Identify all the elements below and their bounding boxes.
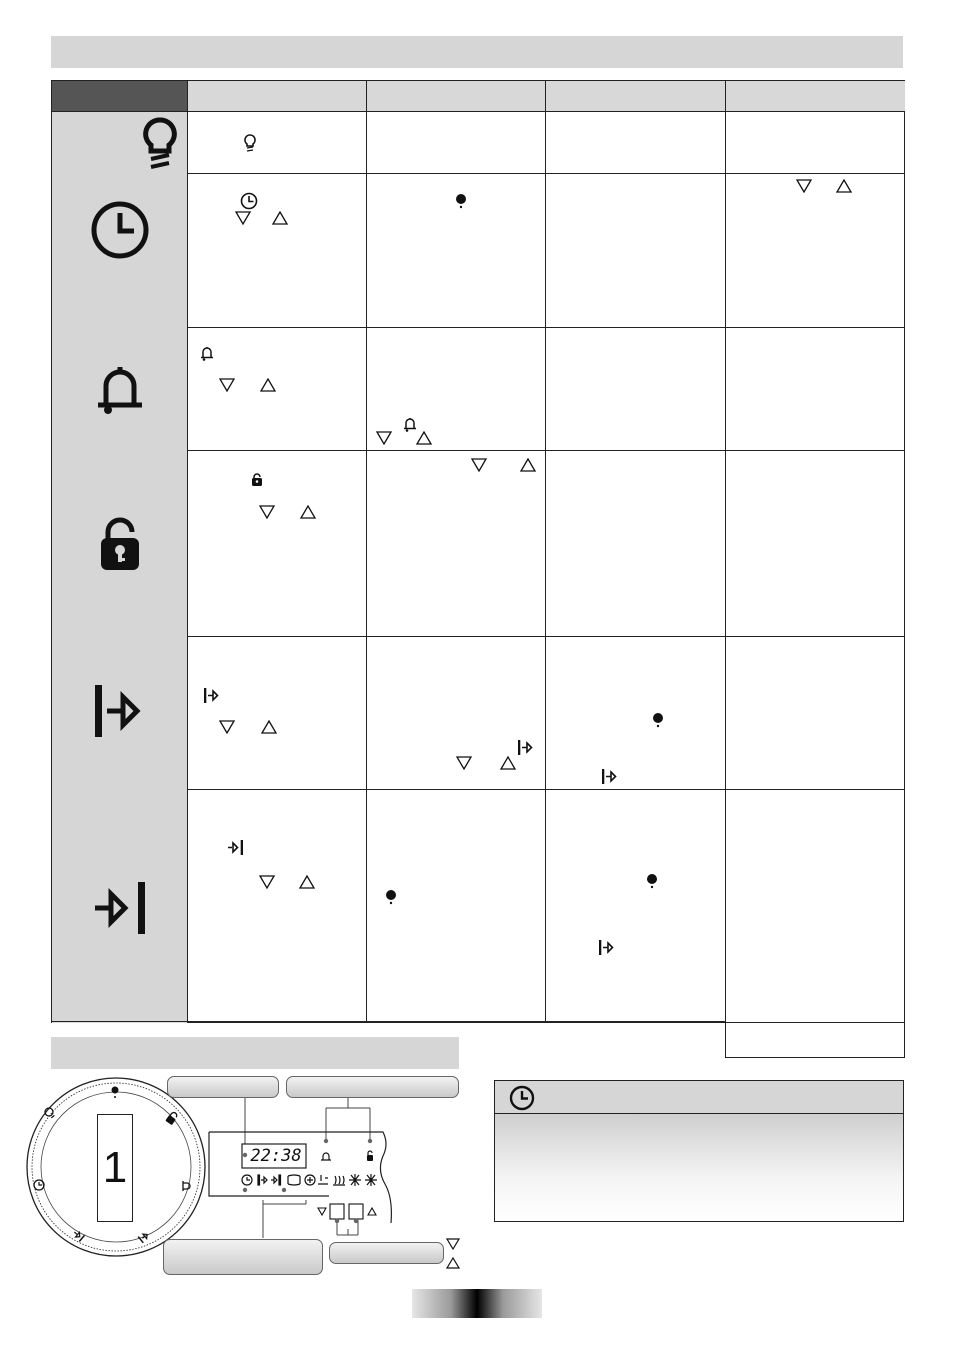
- duration-icon-small: [203, 687, 220, 704]
- control-panel-section-bar: [51, 1037, 459, 1069]
- end-time-icon-small: [227, 839, 244, 856]
- row-lamp-col-1: [188, 112, 367, 174]
- triangle-down-icon: [219, 720, 235, 734]
- table-bottom-line: [51, 1021, 726, 1022]
- row-end-time-icon-cell: [52, 789, 188, 1023]
- row-lock-col-3: [546, 450, 726, 637]
- time-display: 22:38: [250, 1146, 302, 1166]
- row-bell-col-2: [367, 327, 546, 451]
- triangle-up-icon: [299, 875, 315, 889]
- triangle-up-icon: [446, 1257, 460, 1269]
- triangle-down-icon: [456, 756, 472, 770]
- clock-info-panel: [494, 1080, 904, 1222]
- duration-icon-small: [601, 768, 618, 785]
- row-end-time-col-4: [725, 788, 905, 1058]
- row-duration-col-1: [188, 636, 367, 790]
- end-time-icon: [93, 880, 147, 936]
- table-header-col-1: [188, 81, 367, 112]
- triangle-down-icon: [796, 179, 812, 193]
- lock-icon-small: [251, 472, 263, 487]
- bell-icon: [94, 362, 146, 416]
- row-bell-icon-cell: [52, 327, 188, 451]
- header-bar: [51, 36, 903, 68]
- triangle-down-icon: [446, 1238, 460, 1250]
- row-bell-col-1: [188, 327, 367, 451]
- duration-icon: [93, 683, 147, 739]
- clock-icon: [509, 1085, 535, 1111]
- row-clock-col-3: [546, 173, 726, 328]
- bell-icon-small: [403, 417, 417, 432]
- row-duration-icon-cell: [52, 636, 188, 790]
- duration-icon-small: [517, 739, 534, 756]
- triangle-down-icon: [376, 431, 392, 445]
- dot-icon: [646, 873, 658, 889]
- display-module: [205, 1098, 459, 1268]
- row-clock-col-1: [188, 173, 367, 328]
- clock-info-panel-body: [495, 1114, 903, 1221]
- row-end-time-col-3: [546, 789, 726, 1023]
- row-duration-col-3: [546, 636, 726, 790]
- table-header-corner: [52, 81, 188, 112]
- dot-icon: [652, 712, 664, 728]
- dot-icon: [455, 193, 467, 209]
- row-end-time-col-1: [188, 789, 367, 1023]
- triangle-up-icon: [260, 378, 276, 392]
- clock-icon: [90, 200, 150, 260]
- lamp-icon-small: [243, 134, 257, 152]
- callout-display: [167, 1076, 279, 1098]
- clock-icon-small: [240, 192, 258, 210]
- row-lock-col-1: [188, 450, 367, 637]
- row-lock-col-4: [726, 450, 905, 637]
- triangle-up-icon: [300, 505, 316, 519]
- triangle-down-icon: [259, 505, 275, 519]
- bell-icon-small: [200, 346, 214, 361]
- row-lamp-col-4: [726, 112, 905, 174]
- triangle-up-icon: [520, 458, 536, 472]
- row-lock-col-2: [367, 450, 546, 637]
- row-clock-col-2: [367, 173, 546, 328]
- triangle-up-icon: [836, 179, 852, 193]
- lamp-icon: [138, 116, 182, 172]
- row-duration-col-4: [726, 636, 905, 790]
- page-number-bar: [412, 1289, 542, 1318]
- lock-icon: [99, 516, 141, 572]
- row-clock-col-4: [726, 173, 905, 328]
- dial-number-window: 1: [97, 1114, 133, 1222]
- table-header-col-2: [367, 81, 546, 112]
- row-bell-col-3: [546, 327, 726, 451]
- table-header-col-4: [726, 81, 905, 112]
- row-duration-col-2: [367, 636, 546, 790]
- row-lamp-icon-cell: [52, 112, 188, 174]
- row-lamp-col-3: [546, 112, 726, 174]
- clock-info-panel-header: [495, 1081, 903, 1114]
- row-end-time-col-2: [367, 789, 546, 1023]
- triangle-up-icon: [416, 431, 432, 445]
- callout-indicators: [286, 1076, 459, 1098]
- row-lock-icon-cell: [52, 450, 188, 637]
- triangle-up-icon: [500, 756, 516, 770]
- row-lamp-col-2: [367, 112, 546, 174]
- triangle-down-icon: [259, 875, 275, 889]
- row-bell-col-4: [726, 327, 905, 451]
- triangle-up-icon: [261, 720, 277, 734]
- duration-icon-small: [598, 939, 615, 956]
- row-clock-icon-cell: [52, 173, 188, 328]
- triangle-down-icon: [471, 458, 487, 472]
- triangle-down-icon: [235, 211, 251, 225]
- dot-icon: [385, 889, 397, 905]
- table-header-col-3: [546, 81, 726, 112]
- triangle-down-icon: [219, 378, 235, 392]
- triangle-up-icon: [272, 211, 288, 225]
